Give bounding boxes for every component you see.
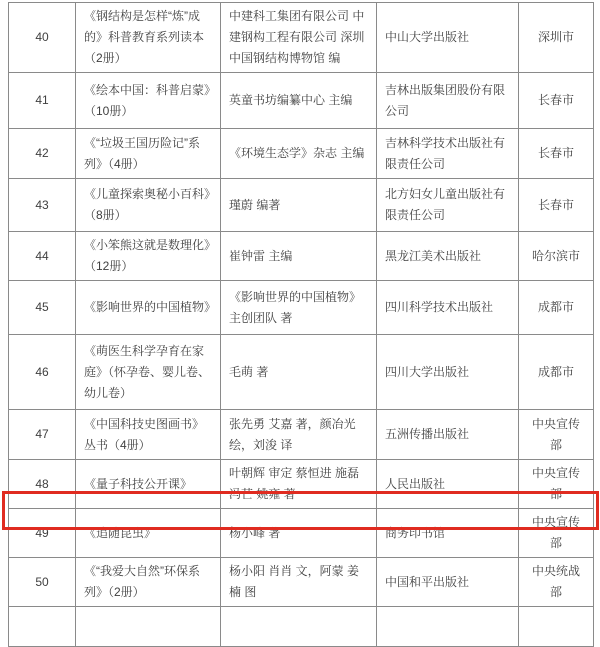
row-number-cell: 49 bbox=[9, 509, 76, 558]
book-title-cell: 《中国科技史图画书》丛书（4册） bbox=[76, 410, 221, 460]
author-cell: 杨小阳 肖肖 文，阿蒙 姜楠 图 bbox=[221, 558, 377, 607]
book-title-cell: 《儿童探索奥秘小百科》（8册） bbox=[76, 179, 221, 232]
book-title-cell: 《影响世界的中国植物》 bbox=[76, 281, 221, 335]
publisher-cell: 中国和平出版社 bbox=[377, 558, 519, 607]
region-cell: 长春市 bbox=[519, 129, 594, 179]
row-number-cell: 45 bbox=[9, 281, 76, 335]
author-cell: 《影响世界的中国植物》主创团队 著 bbox=[221, 281, 377, 335]
author-cell: 毛萌 著 bbox=[221, 335, 377, 410]
book-title-cell: 《“垃圾王国历险记”系列》（4册） bbox=[76, 129, 221, 179]
book-title-cell bbox=[76, 607, 221, 647]
author-cell: 中建科工集团有限公司 中建钢构工程有限公司 深圳中国钢结构博物馆 编 bbox=[221, 3, 377, 73]
publisher-cell: 商务印书馆 bbox=[377, 509, 519, 558]
row-number-cell bbox=[9, 607, 76, 647]
book-title-cell: 《追随昆虫》 bbox=[76, 509, 221, 558]
book-title-cell: 《绘本中国：科普启蒙》（10册） bbox=[76, 73, 221, 129]
row-number-cell: 47 bbox=[9, 410, 76, 460]
publisher-cell: 吉林出版集团股份有限公司 bbox=[377, 73, 519, 129]
row-number-cell: 43 bbox=[9, 179, 76, 232]
region-cell: 成都市 bbox=[519, 281, 594, 335]
row-number-cell: 48 bbox=[9, 460, 76, 509]
row-number-cell: 44 bbox=[9, 232, 76, 281]
table-row bbox=[9, 281, 594, 335]
region-cell: 长春市 bbox=[519, 73, 594, 129]
book-title-cell: 《小笨熊这就是数理化》（12册） bbox=[76, 232, 221, 281]
region-cell: 中央宣传部 bbox=[519, 509, 594, 558]
region-cell bbox=[519, 607, 594, 647]
book-list-table bbox=[8, 2, 594, 647]
region-cell: 中央宣传部 bbox=[519, 460, 594, 509]
book-title-cell: 《“我爱大自然”环保系列》（2册） bbox=[76, 558, 221, 607]
author-cell: 张先勇 艾嘉 著，颜冶光 绘，刘浚 译 bbox=[221, 410, 377, 460]
book-title-cell: 《萌医生科学孕育在家庭》（怀孕卷、婴儿卷、幼儿卷） bbox=[76, 335, 221, 410]
table-row bbox=[9, 410, 594, 460]
row-number-cell: 40 bbox=[9, 3, 76, 73]
document-table-region bbox=[8, 2, 593, 647]
region-cell: 哈尔滨市 bbox=[519, 232, 594, 281]
table-row bbox=[9, 73, 594, 129]
region-cell: 中央统战部 bbox=[519, 558, 594, 607]
author-cell bbox=[221, 607, 377, 647]
region-cell: 中央宣传部 bbox=[519, 410, 594, 460]
table-row bbox=[9, 179, 594, 232]
region-cell: 长春市 bbox=[519, 179, 594, 232]
publisher-cell bbox=[377, 607, 519, 647]
publisher-cell: 黑龙江美术出版社 bbox=[377, 232, 519, 281]
region-cell: 深圳市 bbox=[519, 3, 594, 73]
author-cell: 英童书坊编纂中心 主编 bbox=[221, 73, 377, 129]
row-number-cell: 42 bbox=[9, 129, 76, 179]
publisher-cell: 人民出版社 bbox=[377, 460, 519, 509]
book-title-cell: 《钢结构是怎样“炼”成的》科普教育系列读本（2册） bbox=[76, 3, 221, 73]
publisher-cell: 四川科学技术出版社 bbox=[377, 281, 519, 335]
author-cell: 瑾蔚 编著 bbox=[221, 179, 377, 232]
row-number-cell: 46 bbox=[9, 335, 76, 410]
publisher-cell: 中山大学出版社 bbox=[377, 3, 519, 73]
table-row bbox=[9, 3, 594, 73]
author-cell: 崔钟雷 主编 bbox=[221, 232, 377, 281]
row-number-cell: 41 bbox=[9, 73, 76, 129]
table-row bbox=[9, 335, 594, 410]
publisher-cell: 四川大学出版社 bbox=[377, 335, 519, 410]
table-row bbox=[9, 558, 594, 607]
publisher-cell: 五洲传播出版社 bbox=[377, 410, 519, 460]
book-title-cell: 《量子科技公开课》 bbox=[76, 460, 221, 509]
author-cell: 杨小峰 著 bbox=[221, 509, 377, 558]
region-cell: 成都市 bbox=[519, 335, 594, 410]
table-row bbox=[9, 232, 594, 281]
publisher-cell: 北方妇女儿童出版社有限责任公司 bbox=[377, 179, 519, 232]
table-row-highlighted bbox=[9, 509, 594, 558]
publisher-cell: 吉林科学技术出版社有限责任公司 bbox=[377, 129, 519, 179]
table-row bbox=[9, 129, 594, 179]
row-number-cell: 50 bbox=[9, 558, 76, 607]
table-row bbox=[9, 460, 594, 509]
author-cell: 《环境生态学》杂志 主编 bbox=[221, 129, 377, 179]
table-row-partial bbox=[9, 607, 594, 647]
author-cell: 叶朝辉 审定 蔡恒进 施磊 冯芒 姚雍 著 bbox=[221, 460, 377, 509]
